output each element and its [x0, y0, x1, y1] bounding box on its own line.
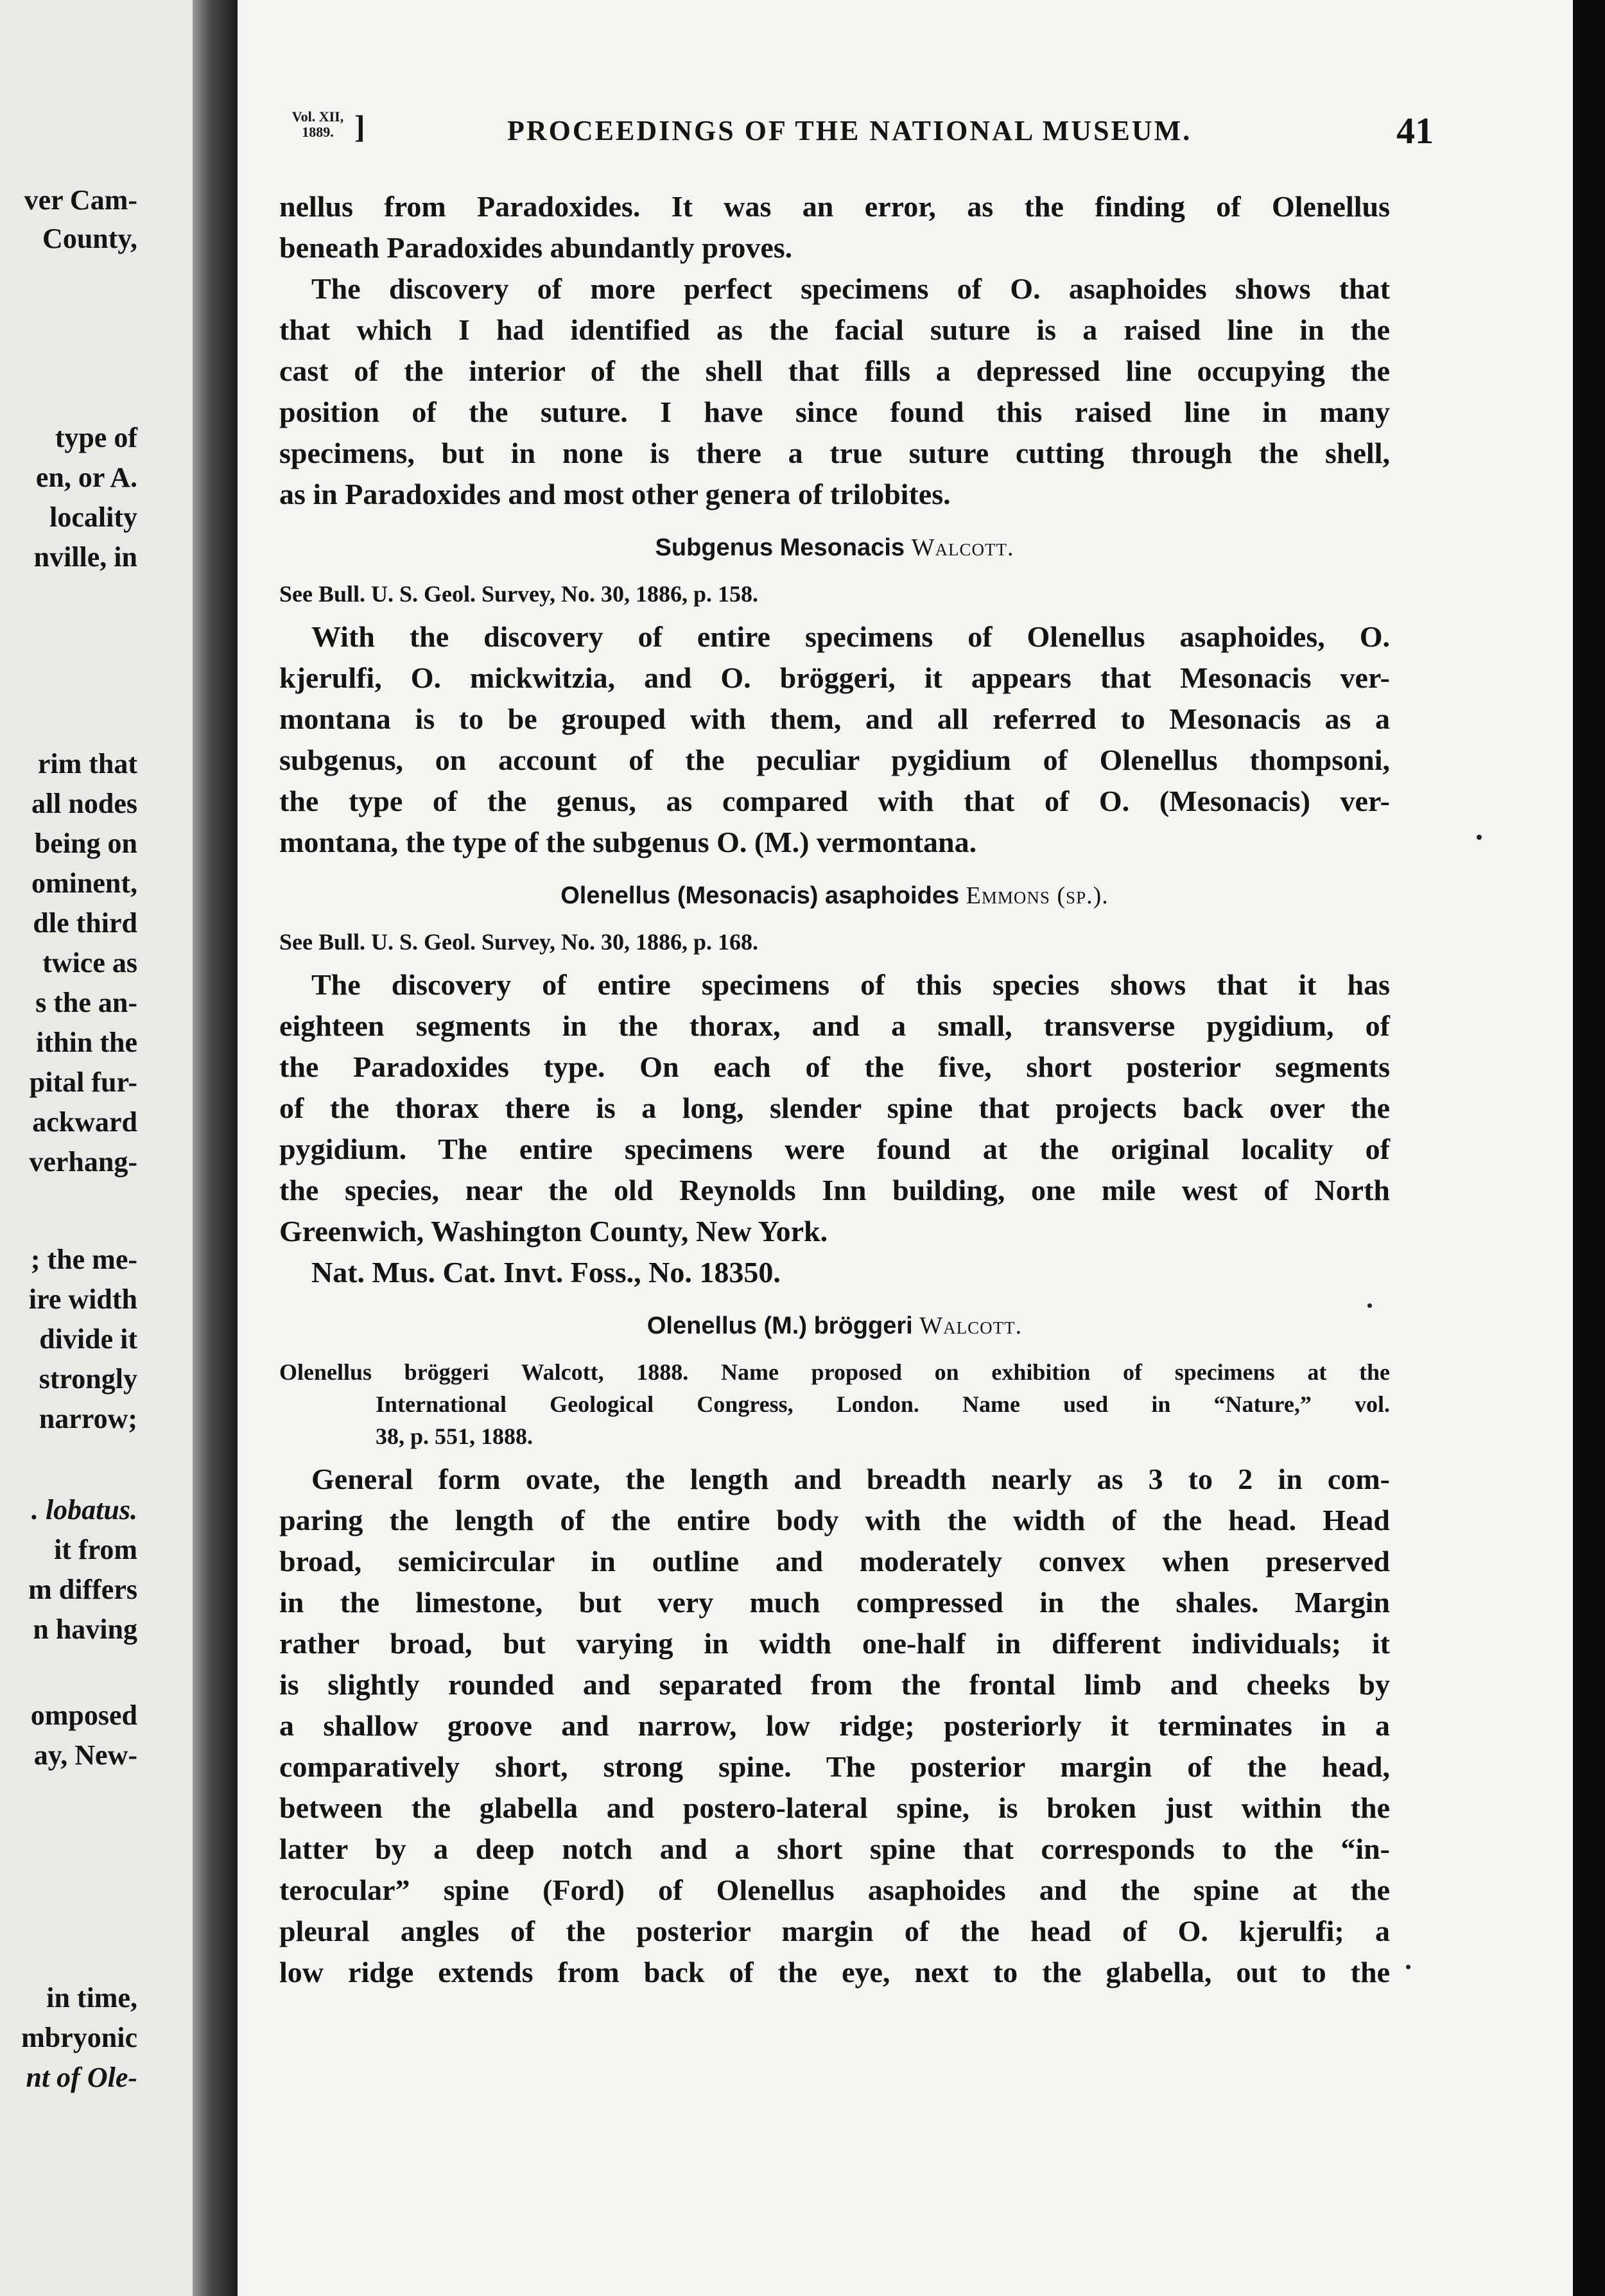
- scan-speck: [1406, 1965, 1410, 1969]
- facing-page-text: dle third: [33, 907, 137, 939]
- bibliographic-reference: See Bull. U. S. Geol. Survey, No. 30, 1886, p. 168.: [279, 929, 759, 955]
- text-line: The discovery of more perfect specimens of O. asaphoides shows that: [311, 272, 1390, 305]
- text-line: General form ovate, the length and breadth nearly as 3 to 2 in com-: [311, 1463, 1390, 1495]
- text-line: between the glabella and postero-lateral spine, is broken just within the: [279, 1791, 1390, 1824]
- facing-page-text: ithin the: [36, 1027, 137, 1058]
- text-line: latter by a deep notch and a short spine that corresponds to the “in-: [279, 1832, 1390, 1865]
- facing-page-text: strongly: [39, 1363, 137, 1395]
- text-line: the Paradoxides type. On each of the five, short posterior segments: [279, 1050, 1390, 1083]
- facing-page-text: . lobatus.: [31, 1494, 137, 1526]
- heading-title: Olenellus (M.) bröggeri: [646, 1312, 913, 1339]
- bibliographic-reference: [279, 1356, 1390, 1452]
- paragraph: [279, 186, 1390, 268]
- text-line: subgenus, on account of the peculiar pygidium of Olenellus thompsoni,: [279, 744, 1390, 776]
- text-line: position of the suture. I have since found this raised line in many: [279, 396, 1390, 428]
- text-line: is slightly rounded and separated from the frontal limb and cheeks by: [279, 1668, 1390, 1701]
- facing-page-text: nville, in: [33, 541, 137, 573]
- text-line: pygidium. The entire specimens were found at the original locality of: [279, 1133, 1390, 1165]
- facing-page-text: omposed: [30, 1700, 137, 1731]
- text-line: of the thorax there is a long, slender spine that projects back over the: [279, 1091, 1390, 1124]
- paragraph: [279, 616, 1390, 863]
- text-line: low ridge extends from back of the eye, next to the glabella, out to the: [279, 1956, 1390, 1988]
- facing-page-text: m differs: [28, 1574, 137, 1605]
- text-line: comparatively short, strong spine. The posterior margin of the head,: [279, 1750, 1390, 1783]
- facing-page-text: ay, New-: [33, 1739, 137, 1771]
- running-title: PROCEEDINGS OF THE NATIONAL MUSEUM.: [507, 115, 1192, 146]
- facing-page-text: divide it: [39, 1323, 137, 1355]
- scan-speck: [1367, 1303, 1372, 1308]
- text-line: broad, semicircular in outline and moderately convex when preserved: [279, 1545, 1390, 1578]
- text-line: a shallow groove and narrow, low ridge; posteriorly it terminates in a: [279, 1709, 1390, 1742]
- facing-page-text: twice as: [42, 947, 137, 978]
- text-line: paring the length of the entire body with the width of the head. Head: [279, 1504, 1390, 1536]
- text-line: nellus from Paradoxides. It was an error, as the finding of Olenellus: [279, 190, 1390, 223]
- text-line: kjerulfi, O. mickwitzia, and O. bröggeri, it appears that Mesonacis ver-: [279, 661, 1390, 694]
- volume-bracket: ]: [354, 109, 365, 144]
- facing-page-text: locality: [49, 501, 137, 533]
- facing-page-text: ominent,: [31, 867, 137, 899]
- text-line: that which I had identified as the facial suture is a raised line in the: [279, 313, 1390, 346]
- running-header: [282, 109, 1434, 161]
- text-line: in the limestone, but very much compressed in the shales. Margin: [279, 1586, 1390, 1619]
- facing-page-text: pital fur-: [29, 1066, 137, 1098]
- facing-page-text: it from: [54, 1534, 137, 1565]
- section-heading: [279, 880, 1390, 912]
- heading-author: Walcott.: [911, 534, 1014, 561]
- page-body: [279, 186, 1390, 1993]
- text-line: the type of the genus, as compared with that of O. (Mesonacis) ver-: [279, 785, 1390, 817]
- text-line: The discovery of entire specimens of this species shows that it has: [311, 968, 1390, 1001]
- facing-page-text: s the an-: [35, 987, 137, 1018]
- page: [238, 0, 1573, 2296]
- paragraph: [279, 1459, 1390, 1993]
- facing-page-text: all nodes: [31, 788, 137, 819]
- heading-author: Emmons (sp.).: [966, 882, 1109, 909]
- section-heading: [279, 1310, 1390, 1342]
- facing-page-text: ; the me-: [30, 1244, 137, 1275]
- text-line: International Geological Congress, London. Name used in “Nature,” vol.: [376, 1391, 1390, 1417]
- book-spine: [193, 0, 238, 2296]
- paragraph: [279, 1252, 1390, 1293]
- facing-page-text: n having: [33, 1613, 137, 1645]
- volume-label: Vol. XII,: [291, 109, 344, 125]
- facing-page-text: mbryonic: [21, 2022, 137, 2053]
- text-line: the species, near the old Reynolds Inn building, one mile west of North: [279, 1174, 1390, 1206]
- facing-page-text: County,: [42, 223, 137, 254]
- text-line: eighteen segments in the thorax, and a small, transverse pygidium, of: [279, 1009, 1390, 1042]
- facing-page-text: ackward: [32, 1106, 137, 1138]
- facing-page-text: ver Cam-: [24, 184, 137, 216]
- facing-page-text: in time,: [46, 1982, 137, 2013]
- heading-author: Walcott.: [919, 1312, 1023, 1339]
- heading-title: Subgenus Mesonacis: [655, 534, 905, 561]
- text-line: rather broad, but varying in width one-half in different individuals; it: [279, 1627, 1390, 1660]
- text-line: montana, the type of the subgenus O. (M.) vermontana.: [279, 826, 977, 858]
- text-line: cast of the interior of the shell that fills a depressed line occupying the: [279, 354, 1390, 387]
- text-line: montana is to be grouped with them, and all referred to Mesonacis as a: [279, 702, 1390, 735]
- facing-page-text: verhang-: [29, 1146, 137, 1178]
- text-line: specimens, but in none is there a true suture cutting through the shell,: [279, 437, 1390, 469]
- text-line: With the discovery of entire specimens of Olenellus asaphoides, O.: [311, 620, 1390, 653]
- text-line: 38, p. 551, 1888.: [376, 1423, 534, 1449]
- paragraph: [279, 268, 1390, 515]
- text-line: terocular” spine (Ford) of Olenellus asaphoides and the spine at the: [279, 1874, 1390, 1906]
- paragraph: [279, 964, 1390, 1252]
- facing-page-text: narrow;: [39, 1403, 137, 1434]
- facing-page-text: rim that: [37, 748, 137, 779]
- facing-page-text: type of: [55, 422, 137, 453]
- catalog-number: Nat. Mus. Cat. Invt. Foss., No. 18350.: [311, 1256, 781, 1289]
- heading-title: Olenellus (Mesonacis) asaphoides: [560, 882, 960, 909]
- page-number: 41: [1396, 110, 1434, 152]
- text-line: beneath Paradoxides abundantly proves.: [279, 231, 793, 264]
- text-line: as in Paradoxides and most other genera of trilobites.: [279, 478, 951, 510]
- bibliographic-reference: See Bull. U. S. Geol. Survey, No. 30, 1886, p. 158.: [279, 581, 759, 607]
- text-line: pleural angles of the posterior margin of the head of O. kjerulfi; a: [279, 1915, 1390, 1947]
- text-line: Greenwich, Washington County, New York.: [279, 1215, 828, 1248]
- facing-page-text: being on: [34, 828, 137, 859]
- section-heading: [279, 532, 1390, 564]
- text-line: Olenellus bröggeri Walcott, 1888. Name proposed on exhibition of specimens at the: [279, 1359, 1390, 1385]
- scan-speck: [1477, 835, 1482, 840]
- facing-page: [0, 0, 193, 2296]
- facing-page-text: nt of Ole-: [26, 2062, 137, 2093]
- facing-page-text: ire width: [28, 1283, 137, 1315]
- facing-page-text: en, or A.: [35, 462, 137, 493]
- volume-info: [282, 109, 353, 140]
- volume-year: 1889.: [302, 124, 334, 140]
